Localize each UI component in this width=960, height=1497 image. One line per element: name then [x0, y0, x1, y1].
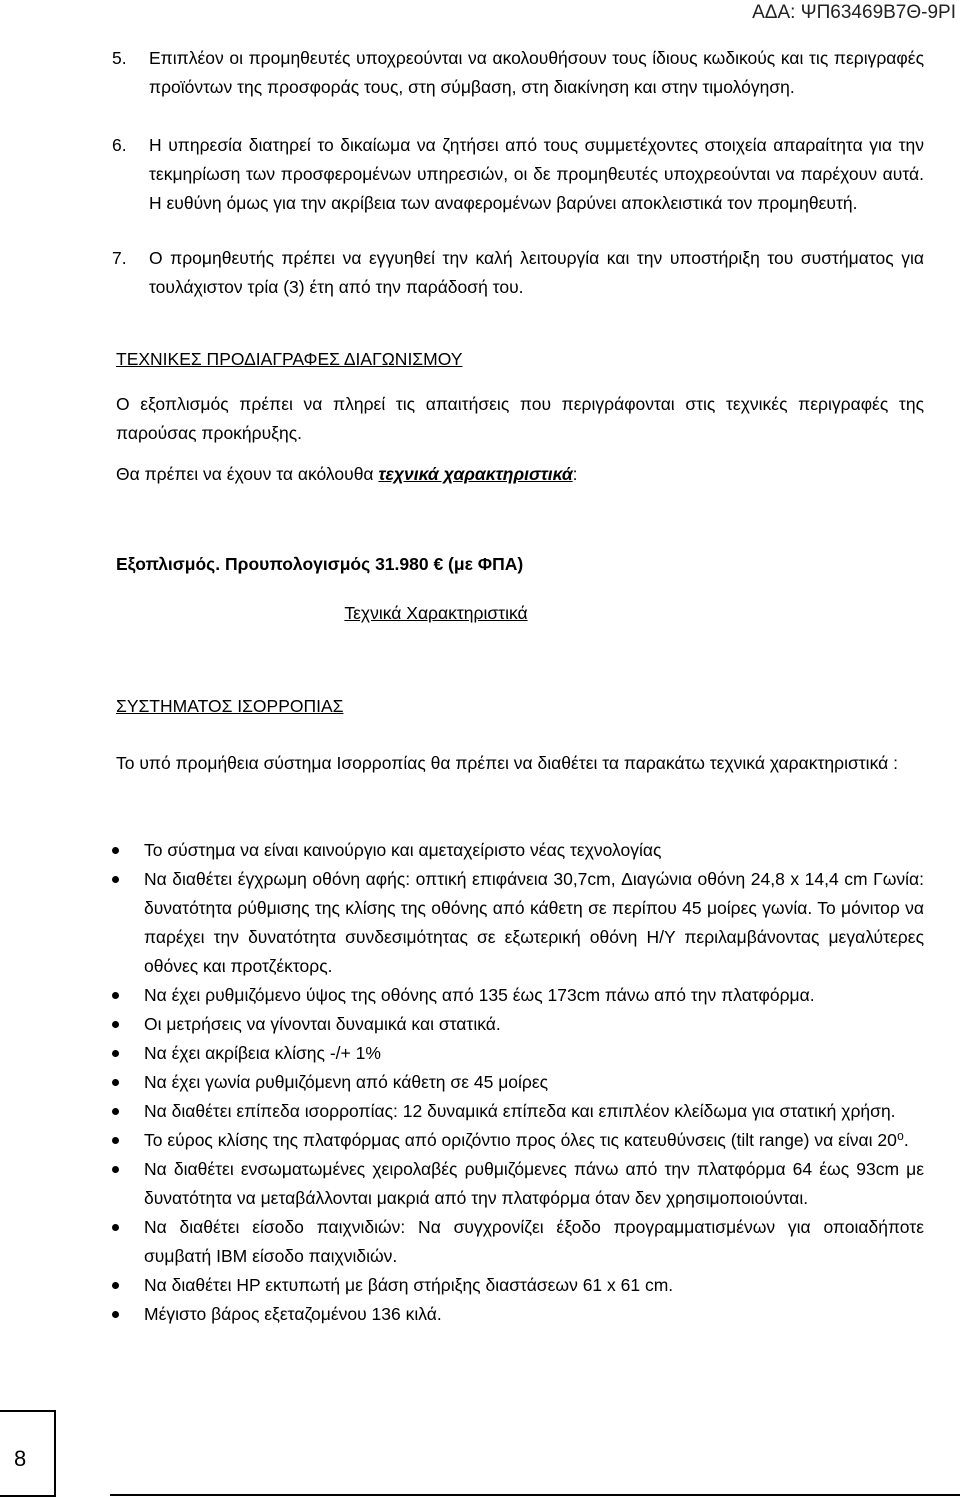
numbered-item-7	[112, 244, 924, 302]
list-item-text: Μέγιστο βάρος εξεταζομένου 136 κιλά.	[144, 1304, 442, 1324]
requirements-list	[112, 836, 924, 1329]
list-item	[112, 1126, 924, 1155]
page-number: 8	[14, 1446, 27, 1471]
item-number: 7.	[112, 248, 127, 268]
bullet-icon	[112, 1224, 119, 1231]
bullet-icon	[112, 847, 119, 854]
list-item-text: Να διαθέτει είσοδο παιχνιδιών: Να συγχρονίζει έξοδο προγραμματισμένων για οποιαδήποτε συμβατή IBM είσοδο παιχνιδιών.	[144, 1217, 924, 1266]
intro-paragraph: Ο εξοπλισμός πρέπει να πληρεί τις απαιτήσεις που περιγράφονται στις τεχνικές περιγραφές της παρούσας προκήρυξης.	[116, 394, 924, 443]
features-suffix: :	[572, 464, 578, 484]
list-item	[112, 1068, 924, 1097]
list-item	[112, 981, 924, 1010]
list-item	[112, 836, 924, 865]
list-item-text: Να διαθέτει επίπεδα ισορροπίας: 12 δυναμικά επίπεδα και επιπλέον κλείδωμα για στατική χρήση.	[144, 1101, 896, 1121]
list-item	[112, 865, 924, 981]
list-item-text: Να έχει ακρίβεια κλίσης -/+ 1%	[144, 1043, 381, 1063]
item-text: Ο προμηθευτής πρέπει να εγγυηθεί την καλή λειτουργία και την υποστήριξη του συστήματος για τουλάχιστον τρία (3) έτη από την παράδοσή του.	[149, 248, 924, 297]
ada-code: ΑΔΑ: ΨΠ63469Β7Θ-9ΡΙ	[752, 2, 956, 23]
list-item	[112, 1271, 924, 1300]
list-item	[112, 1155, 924, 1213]
tech-specs-heading: ΤΕΧΝΙΚΕΣ ΠΡΟΔΙΑΓΡΑΦΕΣ ΔΙΑΓΩΝΙΣΜΟΥ	[116, 349, 463, 369]
bullet-icon	[112, 1137, 119, 1144]
balance-system-heading: ΣΥΣΤΗΜΑΤΟΣ ΙΣΟΡΡΟΠΙΑΣ	[116, 696, 344, 716]
list-item-text: Να έχει ρυθμιζόμενο ύψος της οθόνης από 135 έως 173cm πάνω από την πλατφόρμα.	[144, 985, 815, 1005]
list-item	[112, 1213, 924, 1271]
spec-title: Τεχνικά Χαρακτηριστικά	[344, 603, 528, 623]
item-text: Επιπλέον οι προμηθευτές υποχρεούνται να ακολουθήσουν τους ίδιους κωδικούς και τις περιγραφές προϊόντων της προσφοράς τους, στη σύμβαση, στη διακίνηση και στην τιμολόγηση.	[149, 48, 924, 97]
bullet-icon	[112, 1021, 119, 1028]
bullet-icon	[112, 1050, 119, 1057]
list-item	[112, 1300, 924, 1329]
bullet-icon	[112, 1311, 119, 1318]
bullet-icon	[112, 1108, 119, 1115]
list-item	[112, 1097, 924, 1126]
features-prefix: Θα πρέπει να έχουν τα ακόλουθα	[116, 464, 379, 484]
item-text: Η υπηρεσία διατηρεί το δικαίωμα να ζητήσει από τους συμμετέχοντες στοιχεία απαραίτητα για την τεκμηρίωση των προσφερομένων υπηρεσιών, οι δε προμηθευτές υποχρεούνται να παρέχουν αυτά. Η ευθύνη όμως για την ακρίβεια των αναφερομένων βαρύνει αποκλειστικά τον προμηθευτή.	[149, 135, 924, 213]
item-number: 6.	[112, 135, 127, 155]
list-item-text: Να διαθέτει έγχρωμη οθόνη αφής: οπτική επιφάνεια 30,7cm, Διαγώνια οθόνη 24,8 x 14,4 cm Γωνία: δυνατότητα ρύθμισης της κλίσης της οθόνης από κάθετη σε περίπου 45 μοίρες γωνία. Το μόνιτορ να παρέχει την δυνατότητα συνδεσιμότητας σε εξωτερική οθόνη Η/Υ περιλαμβάνοντας μεγαλύτερες οθόνες και προτζέκτορς.	[144, 869, 924, 976]
page-number-box	[0, 1410, 56, 1497]
bullet-icon	[112, 1282, 119, 1289]
list-item-text: Το εύρος κλίσης της πλατφόρμας από οριζόντιο προς όλες τις κατευθύνσεις (tilt range) να είναι 20⁰.	[144, 1130, 909, 1150]
balance-system-intro: Το υπό προμήθεια σύστημα Ισορροπίας θα πρέπει να διαθέτει τα παρακάτω τεχνικά χαρακτηριστικά :	[116, 753, 898, 773]
bullet-icon	[112, 876, 119, 883]
list-item	[112, 1039, 924, 1068]
bullet-icon	[112, 992, 119, 999]
list-item-text: Να διαθέτει HP εκτυπωτή με βάση στήριξης διαστάσεων 61 x 61 cm.	[144, 1275, 674, 1295]
list-item	[112, 1010, 924, 1039]
list-item-text: Οι μετρήσεις να γίνονται δυναμικά και στατικά.	[144, 1014, 501, 1034]
list-item-text: Να διαθέτει ενσωματωμένες χειρολαβές ρυθμιζόμενες πάνω από την πλατφόρμα 64 έως 93cm με δυνατότητα να μεταβάλλονται μακριά από την πλατφόρμα όταν δεν χρησιμοποιούνται.	[144, 1159, 924, 1208]
item-number: 5.	[112, 48, 127, 68]
list-item-text: Να έχει γωνία ρυθμιζόμενη από κάθετη σε 45 μοίρες	[144, 1072, 549, 1092]
features-emphasis: τεχνικά χαρακτηριστικά	[378, 464, 573, 484]
numbered-item-6	[112, 131, 924, 218]
equipment-budget-line: Εξοπλισμός. Προυπολογισμός 31.980 € (με ΦΠΑ)	[116, 554, 524, 574]
features-line	[116, 460, 924, 489]
numbered-item-5	[112, 44, 924, 102]
list-item-text: Το σύστημα να είναι καινούργιο και αμεταχείριστο νέας τεχνολογίας	[144, 840, 662, 860]
footer-divider	[110, 1494, 960, 1496]
bullet-icon	[112, 1166, 119, 1173]
bullet-icon	[112, 1079, 119, 1086]
